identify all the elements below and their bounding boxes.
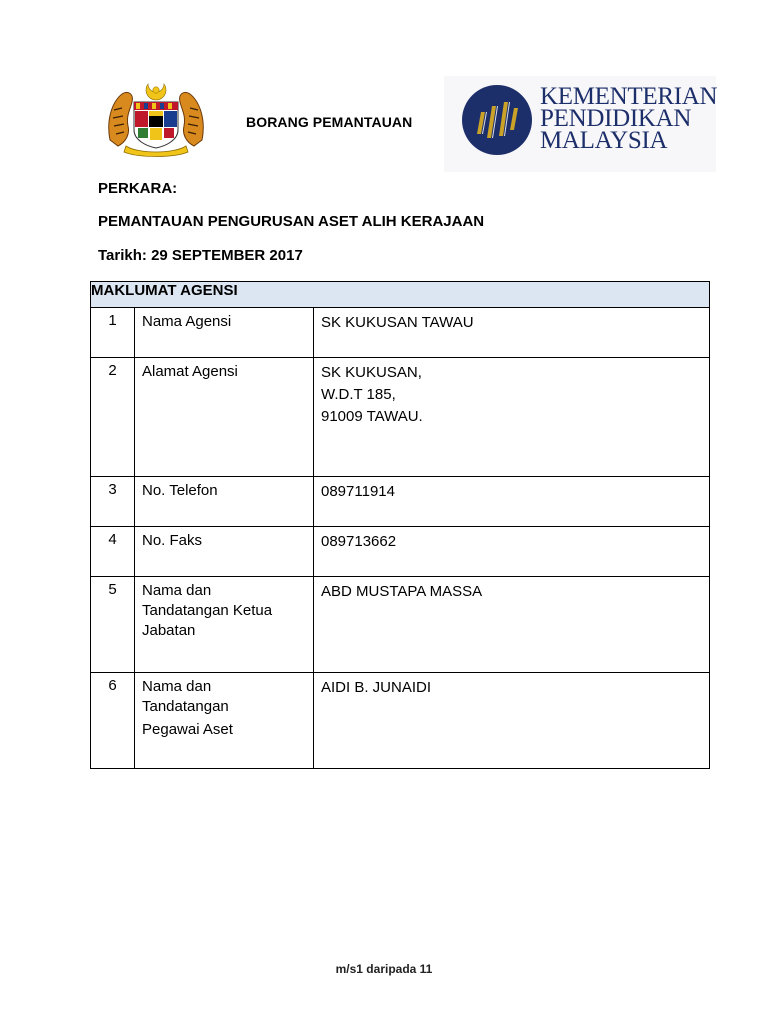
label-line: Jabatan [142,622,196,639]
row-number: 5 [91,577,135,673]
row-value [314,358,710,477]
date-line: Tarikh: 29 SEPTEMBER 2017 [98,247,303,264]
row-value: 089713662 [314,527,710,577]
page-number: m/s1 daripada 11 [335,962,433,976]
label-line: Nama dan [142,582,212,599]
row-number: 2 [91,358,135,477]
row-number: 4 [91,527,135,577]
address-line-3: 91009 TAWAU. [321,408,423,425]
row-label: No. Telefon [135,477,314,527]
perkara-value: PEMANTAUAN PENGURUSAN ASET ALIH KERAJAAN [98,213,485,230]
table-row [91,673,710,769]
row-value: ABD MUSTAPA MASSA [314,577,710,673]
ministry-logo-line-3: MALAYSIA [540,127,668,154]
kpm-emblem-icon [461,84,533,156]
label-line: Tandatangan Ketua [142,602,273,619]
ministry-logo-text [540,83,718,154]
table-row [91,358,710,477]
agency-info-table [90,281,710,769]
address-line-1: SK KUKUSAN, [321,364,422,381]
row-value: SK KUKUSAN TAWAU [314,308,710,358]
row-number: 1 [91,308,135,358]
form-title: BORANG PEMANTAUAN [246,114,413,130]
row-label [135,577,314,673]
ministry-logo-line-1: KEMENTERIAN [540,83,718,110]
table-row [91,577,710,673]
table-row [91,477,710,527]
section-title: MAKLUMAT AGENSI [91,282,710,308]
address-line-2: W.D.T 185, [321,386,396,403]
row-value: AIDI B. JUNAIDI [314,673,710,769]
table-row [91,527,710,577]
ministry-logo-line-2: PENDIDIKAN [540,105,692,132]
row-number: 6 [91,673,135,769]
perkara-label: PERKARA: [98,180,178,197]
row-label: Alamat Agensi [135,358,314,477]
row-number: 3 [91,477,135,527]
row-label [135,673,314,769]
coat-of-arms-icon [104,80,208,158]
section-header-row [91,282,710,308]
table-row [91,308,710,358]
label-line: Tandatangan [142,698,229,715]
label-line: Pegawai Aset [142,721,233,738]
row-label: No. Faks [135,527,314,577]
label-line: Nama dan [142,678,212,695]
row-value: 089711914 [314,477,710,527]
row-label: Nama Agensi [135,308,314,358]
